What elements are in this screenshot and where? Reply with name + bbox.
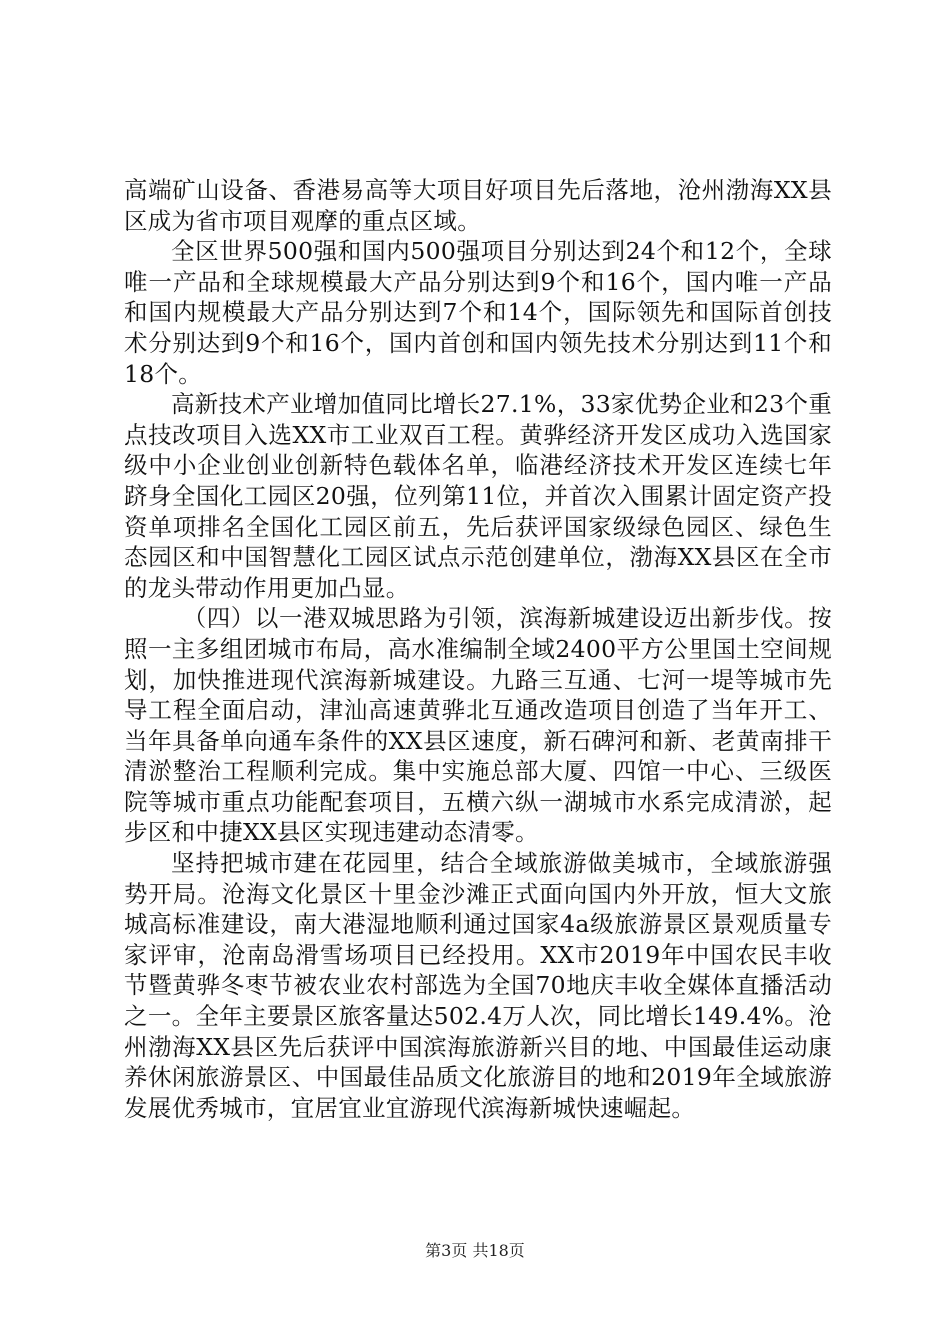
paragraph-top500-projects: 全区世界500强和国内500强项目分别达到24个和12个，全球唯一产品和全球规模最大产品分别达到9个和16个，国内唯一产品和国内规模最大产品分别达到7个和14个，国际领先和国际首创技术分别达到9个和16个，国内首创和国内领先技术分别达到11个和18个。 — [124, 237, 832, 388]
paragraph-continuation: 高端矿山设备、香港易高等大项目好项目先后落地，沧州渤海XX县区成为省市项目观摩的重点区域。 — [124, 176, 832, 235]
paragraph-high-tech-industry: 高新技术产业增加值同比增长27.1%，33家优势企业和23个重点技改项目入选XX市工业双百工程。黄骅经济开发区成功入选国家级中小企业创业创新特色载体名单，临港经济技术开发区连续七年跻身全国化工园区20强，位列第11位，并首次入围累计固定资产投资单项排名全国化工园区前五，先后获评国家级绿色园区、绿色生态园区和中国智慧化工园区试点示范创建单位，渤海XX县区在全市的龙头带动作用更加凸显。 — [124, 390, 832, 602]
paragraph-tourism: 坚持把城市建在花园里，结合全域旅游做美城市，全域旅游强势开局。沧海文化景区十里金沙滩正式面向国内外开放，恒大文旅城高标准建设，南大港湿地顺利通过国家4a级旅游景区景观质量专家评审，沧南岛滑雪场项目已经投用。XX市2019年中国农民丰收节暨黄骅冬枣节被农业农村部选为全国70地庆丰收全媒体直播活动之一。全年主要景区旅客量达502.4万人次，同比增长149.4%。沧州渤海XX县区先后获评中国滨海旅游新兴目的地、中国最佳运动康养休闲旅游景区、中国最佳品质文化旅游目的地和2019年全域旅游发展优秀城市，宜居宜业宜游现代滨海新城快速崛起。 — [124, 849, 832, 1122]
document-body — [124, 175, 832, 1123]
paragraph-section-four: （四）以一港双城思路为引领，滨海新城建设迈出新步伐。按照一主多组团城市布局，高水准编制全域2400平方公里国土空间规划，加快推进现代滨海新城建设。九路三互通、七河一堤等城市先导工程全面启动，津汕高速黄骅北互通改造项目创造了当年开工、当年具备单向通车条件的XX县区速度，新石碑河和新、老黄南排干清淤整治工程顺利完成。集中实施总部大厦、四馆一中心、三级医院等城市重点功能配套项目，五横六纵一湖城市水系完成清淤，起步区和中捷XX县区实现违建动态清零。 — [124, 604, 832, 847]
page-number-footer: 第3页 共18页 — [425, 1241, 525, 1260]
